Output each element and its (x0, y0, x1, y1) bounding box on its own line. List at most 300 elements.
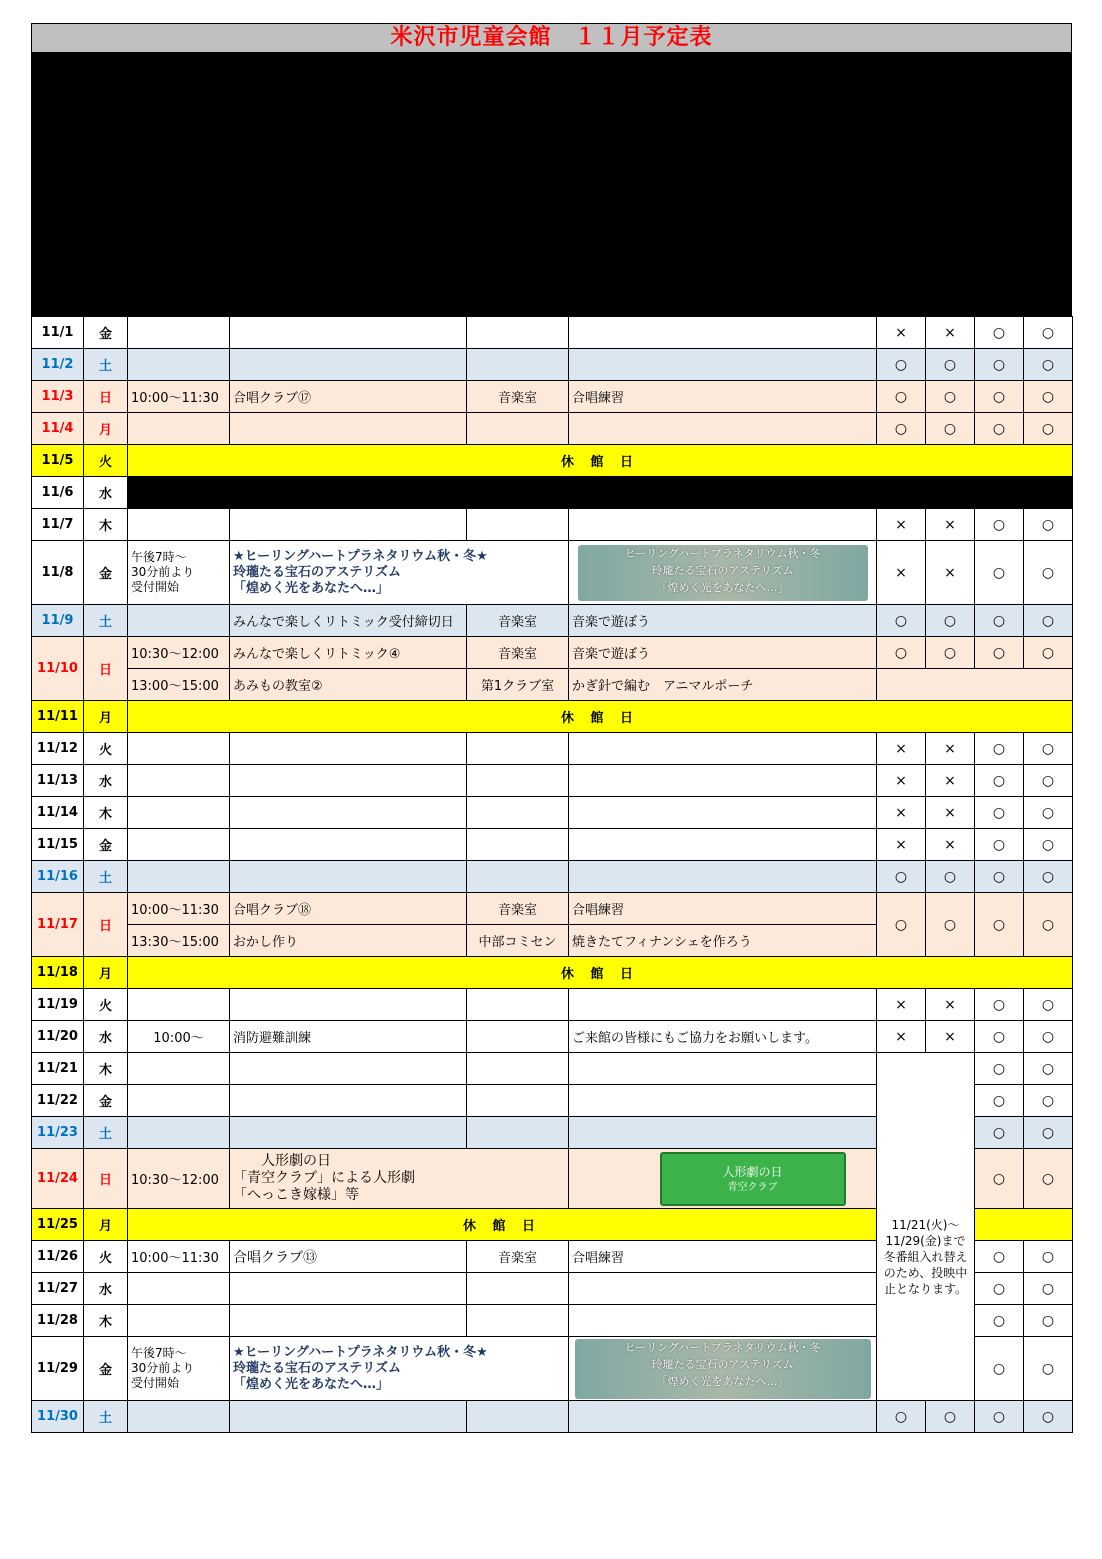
mark-cell: × (926, 509, 975, 541)
event-title: ★ヒーリングハートプラネタリウム秋・冬★ (233, 548, 488, 564)
mark-cell: ○ (1024, 1273, 1073, 1305)
time-cell (128, 765, 230, 797)
event-cell (230, 1305, 467, 1337)
content-cell (569, 349, 877, 381)
place-cell: 音楽室 (467, 1241, 569, 1273)
weekday-cell: 火 (84, 1241, 128, 1273)
weekday-cell: 土 (84, 861, 128, 893)
weekday-cell: 日 (84, 1149, 128, 1209)
weekday-cell: 金 (84, 1337, 128, 1401)
mark-cell: ○ (975, 1053, 1024, 1085)
mark-cell: ○ (877, 605, 926, 637)
mark-cell: ○ (1024, 1021, 1073, 1053)
mark-cell: × (877, 541, 926, 605)
time-cell: 13:30～15:00 (128, 925, 230, 957)
banner-text: 玲瓏たる宝石のアステリズム (651, 563, 794, 577)
mark-cell: ○ (926, 893, 975, 957)
event-cell (230, 989, 467, 1021)
time-cell (128, 989, 230, 1021)
banner-text: 「煌めく光をあなたへ…」 (656, 1374, 789, 1388)
event-cell (230, 765, 467, 797)
mark-cell: ○ (926, 1401, 975, 1433)
weekday-cell: 土 (84, 349, 128, 381)
table-row (32, 541, 1073, 605)
mark-cell: × (926, 317, 975, 349)
weekday-cell: 火 (84, 989, 128, 1021)
place-cell (467, 1273, 569, 1305)
date-cell: 11/8 (32, 541, 84, 605)
date-cell: 11/18 (32, 957, 84, 989)
place-cell (467, 509, 569, 541)
mark-cell: ○ (1024, 989, 1073, 1021)
weekday-cell: 月 (84, 1209, 128, 1241)
date-cell: 11/24 (32, 1149, 84, 1209)
closed-day-label: 休 館 日 (128, 1209, 877, 1241)
table-row (32, 989, 1073, 1021)
mark-cell: ○ (1024, 349, 1073, 381)
mark-cell: ○ (1024, 1337, 1073, 1401)
date-cell: 11/28 (32, 1305, 84, 1337)
content-cell: 合唱練習 (569, 893, 877, 925)
mark-cell: × (877, 797, 926, 829)
content-cell (569, 509, 877, 541)
redacted-area (31, 53, 1072, 316)
mark-cell: × (877, 509, 926, 541)
date-cell: 11/10 (32, 637, 84, 701)
date-cell: 11/16 (32, 861, 84, 893)
mark-cell: ○ (926, 349, 975, 381)
weekday-cell: 木 (84, 1305, 128, 1337)
mark-cell: ○ (1024, 733, 1073, 765)
event-tagline: 「へっこき嫁様」等 (233, 1187, 359, 1203)
mark-cell: ○ (926, 861, 975, 893)
mark-cell: ○ (975, 989, 1024, 1021)
mark-cell: ○ (877, 381, 926, 413)
time-cell: 10:30～12:00 (128, 637, 230, 669)
weekday-cell: 水 (84, 765, 128, 797)
date-cell: 11/22 (32, 1085, 84, 1117)
time-cell (128, 1273, 230, 1305)
table-row (32, 765, 1073, 797)
mark-cell: ○ (1024, 541, 1073, 605)
weekday-cell: 土 (84, 1401, 128, 1433)
content-cell: 音楽で遊ぼう (569, 637, 877, 669)
schedule-sheet (31, 23, 1072, 1433)
weekday-cell: 火 (84, 445, 128, 477)
mark-cell: ○ (1024, 1117, 1073, 1149)
event-cell (230, 509, 467, 541)
event-title: 人形劇の日 (261, 1153, 331, 1169)
event-cell (230, 1273, 467, 1305)
table-row (32, 317, 1073, 349)
event-cell: 合唱クラブ⑬ (230, 1241, 467, 1273)
table-row (32, 605, 1073, 637)
content-cell (569, 1085, 877, 1117)
time-cell (128, 829, 230, 861)
mark-cell: ○ (877, 413, 926, 445)
mark-cell: ○ (975, 893, 1024, 957)
time-cell: 10:00～11:30 (128, 381, 230, 413)
mark-cell: ○ (975, 349, 1024, 381)
place-cell: 中部コミセン (467, 925, 569, 957)
mark-cell: × (877, 733, 926, 765)
weekday-cell: 日 (84, 637, 128, 701)
mark-cell: × (877, 989, 926, 1021)
content-cell (569, 1305, 877, 1337)
place-cell (467, 733, 569, 765)
mark-cell: ○ (975, 1305, 1024, 1337)
weekday-cell: 日 (84, 381, 128, 413)
mark-cell: × (926, 829, 975, 861)
content-cell (569, 1053, 877, 1085)
closed-day-label: 休 館 日 (128, 957, 1073, 989)
place-cell (467, 1053, 569, 1085)
mark-cell: × (877, 765, 926, 797)
mark-cell: ○ (926, 605, 975, 637)
date-cell: 11/29 (32, 1337, 84, 1401)
mark-cell: ○ (1024, 317, 1073, 349)
mark-cell: ○ (975, 381, 1024, 413)
date-cell: 11/2 (32, 349, 84, 381)
schedule-table (31, 316, 1073, 1433)
weekday-cell: 金 (84, 541, 128, 605)
mark-cell: ○ (1024, 637, 1073, 669)
date-cell: 11/5 (32, 445, 84, 477)
mark-cell: ○ (1024, 765, 1073, 797)
mark-cell: ○ (926, 413, 975, 445)
content-cell (569, 861, 877, 893)
event-cell: おかし作り (230, 925, 467, 957)
place-cell: 第1クラブ室 (467, 669, 569, 701)
content-cell (569, 413, 877, 445)
time-cell (128, 413, 230, 445)
weekday-cell: 月 (84, 701, 128, 733)
date-cell: 11/7 (32, 509, 84, 541)
mark-cell: × (926, 541, 975, 605)
redacted-cell (128, 477, 1073, 509)
mark-cell: × (926, 797, 975, 829)
place-cell (467, 989, 569, 1021)
event-title: ★ヒーリングハートプラネタリウム秋・冬★ (233, 1344, 488, 1360)
date-cell: 11/12 (32, 733, 84, 765)
closed-mark-cell (975, 1209, 1073, 1241)
place-cell (467, 765, 569, 797)
mark-cell: ○ (975, 509, 1024, 541)
mark-cell: ○ (926, 637, 975, 669)
weekday-cell: 土 (84, 605, 128, 637)
place-cell: 音楽室 (467, 893, 569, 925)
event-cell (230, 829, 467, 861)
event-cell (230, 1337, 569, 1401)
mark-cell: ○ (926, 381, 975, 413)
mark-cell: ○ (1024, 381, 1073, 413)
mark-cell: ○ (975, 605, 1024, 637)
place-cell: 音楽室 (467, 637, 569, 669)
content-cell (569, 733, 877, 765)
table-row-closed (32, 701, 1073, 733)
table-row (32, 829, 1073, 861)
place-cell (467, 1117, 569, 1149)
weekday-cell: 木 (84, 1053, 128, 1085)
content-cell (569, 797, 877, 829)
date-cell: 11/11 (32, 701, 84, 733)
event-cell (230, 317, 467, 349)
time-cell: 10:00～11:30 (128, 893, 230, 925)
table-row (32, 413, 1073, 445)
mark-cell: ○ (975, 797, 1024, 829)
mark-cell: × (877, 829, 926, 861)
suspension-note: 11/21(火)～11/29(金)まで冬番組入れ替えのため、投映中止となります。 (877, 1053, 975, 1401)
mark-cell: ○ (1024, 1085, 1073, 1117)
date-cell: 11/20 (32, 1021, 84, 1053)
place-cell (467, 349, 569, 381)
mark-cell: ○ (975, 317, 1024, 349)
event-cell (230, 1149, 569, 1209)
mark-cell: ○ (1024, 1401, 1073, 1433)
time-cell (128, 317, 230, 349)
date-cell: 11/1 (32, 317, 84, 349)
place-cell (467, 1085, 569, 1117)
mark-cell: ○ (975, 1241, 1024, 1273)
mark-cell-empty (877, 669, 1073, 701)
time-cell (128, 1085, 230, 1117)
mark-cell: ○ (975, 765, 1024, 797)
mark-cell: ○ (975, 733, 1024, 765)
date-cell: 11/30 (32, 1401, 84, 1433)
event-cell (230, 733, 467, 765)
weekday-cell: 水 (84, 477, 128, 509)
mark-cell: ○ (877, 861, 926, 893)
time-cell: 午後7時～ 30分前より 受付開始 (128, 541, 230, 605)
table-row (32, 509, 1073, 541)
banner-text: 玲瓏たる宝石のアステリズム (651, 1357, 794, 1371)
planetarium-banner (578, 545, 868, 601)
event-cell: 合唱クラブ⑱ (230, 893, 467, 925)
mark-cell: ○ (1024, 861, 1073, 893)
weekday-cell: 木 (84, 509, 128, 541)
mark-cell: ○ (975, 1149, 1024, 1209)
event-tagline: 「煌めく光をあなたへ…」 (233, 580, 390, 596)
event-cell (230, 413, 467, 445)
mark-cell: ○ (975, 1273, 1024, 1305)
event-cell: 合唱クラブ⑰ (230, 381, 467, 413)
content-cell (569, 1117, 877, 1149)
table-row (32, 637, 1073, 669)
date-cell: 11/3 (32, 381, 84, 413)
mark-cell: ○ (975, 829, 1024, 861)
mark-cell: ○ (975, 1021, 1024, 1053)
date-cell: 11/6 (32, 477, 84, 509)
table-row (32, 733, 1073, 765)
time-cell: 10:00～ (128, 1021, 230, 1053)
event-cell (230, 541, 569, 605)
date-cell: 11/21 (32, 1053, 84, 1085)
mark-cell: × (926, 765, 975, 797)
event-cell: みんなで楽しくリトミック受付締切日 (230, 605, 467, 637)
time-cell (128, 797, 230, 829)
content-cell (569, 317, 877, 349)
time-cell (128, 1401, 230, 1433)
time-cell: 10:30～12:00 (128, 1149, 230, 1209)
puppet-show-banner (660, 1152, 846, 1206)
event-tagline: 「煌めく光をあなたへ…」 (233, 1376, 390, 1392)
content-cell (569, 541, 877, 605)
place-cell: 音楽室 (467, 605, 569, 637)
mark-cell: ○ (1024, 1241, 1073, 1273)
place-cell (467, 317, 569, 349)
mark-cell: ○ (1024, 605, 1073, 637)
table-row (32, 349, 1073, 381)
date-cell: 11/23 (32, 1117, 84, 1149)
weekday-cell: 日 (84, 893, 128, 957)
mark-cell: × (926, 1021, 975, 1053)
weekday-cell: 土 (84, 1117, 128, 1149)
table-row (32, 1021, 1073, 1053)
table-row (32, 381, 1073, 413)
mark-cell: ○ (877, 637, 926, 669)
mark-cell: ○ (975, 1337, 1024, 1401)
date-cell: 11/25 (32, 1209, 84, 1241)
mark-cell: ○ (1024, 413, 1073, 445)
weekday-cell: 火 (84, 733, 128, 765)
event-subtitle: 「青空クラブ」による人形劇 (233, 1170, 415, 1186)
mark-cell: × (877, 1021, 926, 1053)
table-row (32, 1053, 1073, 1085)
content-cell: 焼きたてフィナンシェを作ろう (569, 925, 877, 957)
mark-cell: ○ (877, 1401, 926, 1433)
date-cell: 11/13 (32, 765, 84, 797)
place-cell (467, 861, 569, 893)
time-cell (128, 1305, 230, 1337)
table-row (32, 893, 1073, 925)
mark-cell: ○ (1024, 797, 1073, 829)
weekday-cell: 金 (84, 317, 128, 349)
event-subtitle: 玲瓏たる宝石のアステリズム (233, 1360, 401, 1376)
mark-cell: ○ (975, 1401, 1024, 1433)
event-subtitle: 玲瓏たる宝石のアステリズム (233, 564, 401, 580)
place-cell (467, 1401, 569, 1433)
weekday-cell: 金 (84, 1085, 128, 1117)
mark-cell: ○ (1024, 1305, 1073, 1337)
mark-cell: ○ (1024, 509, 1073, 541)
event-cell (230, 1085, 467, 1117)
mark-cell: ○ (975, 1117, 1024, 1149)
place-cell (467, 1021, 569, 1053)
event-cell: みんなで楽しくリトミック④ (230, 637, 467, 669)
content-cell (569, 829, 877, 861)
mark-cell: × (877, 317, 926, 349)
time-cell (128, 733, 230, 765)
mark-cell: ○ (975, 541, 1024, 605)
planetarium-banner (575, 1339, 871, 1399)
mark-cell: ○ (975, 413, 1024, 445)
content-cell (569, 765, 877, 797)
banner-text: 青空クラブ (727, 1181, 778, 1193)
content-cell: 合唱練習 (569, 381, 877, 413)
weekday-cell: 金 (84, 829, 128, 861)
date-cell: 11/27 (32, 1273, 84, 1305)
date-cell: 11/19 (32, 989, 84, 1021)
weekday-cell: 木 (84, 797, 128, 829)
mark-cell: ○ (975, 1085, 1024, 1117)
date-cell: 11/17 (32, 893, 84, 957)
time-cell (128, 1053, 230, 1085)
event-cell (230, 1117, 467, 1149)
mark-cell: ○ (975, 637, 1024, 669)
mark-cell: × (926, 989, 975, 1021)
mark-cell: ○ (877, 349, 926, 381)
table-row-closed (32, 445, 1073, 477)
mark-cell: ○ (1024, 893, 1073, 957)
event-cell (230, 861, 467, 893)
mark-cell: ○ (877, 893, 926, 957)
page-title: 米沢市児童会館 １１月予定表 (31, 23, 1072, 53)
content-cell: ご来館の皆様にもご協力をお願いします。 (569, 1021, 877, 1053)
time-cell (128, 605, 230, 637)
date-cell: 11/9 (32, 605, 84, 637)
event-cell (230, 1401, 467, 1433)
time-cell (128, 509, 230, 541)
weekday-cell: 月 (84, 957, 128, 989)
closed-day-label: 休 館 日 (128, 445, 1073, 477)
banner-text: ヒーリングハートプラネタリウム秋・冬 (624, 1340, 821, 1354)
weekday-cell: 水 (84, 1273, 128, 1305)
table-row (32, 797, 1073, 829)
closed-day-label: 休 館 日 (128, 701, 1073, 733)
date-cell: 11/14 (32, 797, 84, 829)
time-cell: 10:00～11:30 (128, 1241, 230, 1273)
banner-text: 人形劇の日 (722, 1164, 783, 1179)
time-cell (128, 1117, 230, 1149)
mark-cell: ○ (1024, 829, 1073, 861)
content-cell (569, 1273, 877, 1305)
mark-cell: ○ (975, 861, 1024, 893)
table-row (32, 669, 1073, 701)
banner-text: 「煌めく光をあなたへ…」 (656, 580, 789, 594)
place-cell (467, 829, 569, 861)
place-cell (467, 797, 569, 829)
event-cell (230, 1053, 467, 1085)
content-cell (569, 1337, 877, 1401)
content-cell (569, 1401, 877, 1433)
content-cell: かぎ針で編む アニマルポーチ (569, 669, 877, 701)
content-cell: 音楽で遊ぼう (569, 605, 877, 637)
time-cell: 午後7時～ 30分前より 受付開始 (128, 1337, 230, 1401)
place-cell: 音楽室 (467, 381, 569, 413)
time-cell (128, 349, 230, 381)
date-cell: 11/4 (32, 413, 84, 445)
event-cell: あみもの教室② (230, 669, 467, 701)
table-row (32, 477, 1073, 509)
place-cell (467, 1305, 569, 1337)
place-cell (467, 413, 569, 445)
content-cell: 合唱練習 (569, 1241, 877, 1273)
time-cell (128, 861, 230, 893)
mark-cell: ○ (1024, 1053, 1073, 1085)
date-cell: 11/26 (32, 1241, 84, 1273)
content-cell (569, 1149, 877, 1209)
event-cell (230, 349, 467, 381)
weekday-cell: 水 (84, 1021, 128, 1053)
content-cell (569, 989, 877, 1021)
date-cell: 11/15 (32, 829, 84, 861)
time-cell: 13:00～15:00 (128, 669, 230, 701)
mark-cell: × (926, 733, 975, 765)
event-cell: 消防避難訓練 (230, 1021, 467, 1053)
mark-cell: ○ (1024, 1149, 1073, 1209)
weekday-cell: 月 (84, 413, 128, 445)
table-row (32, 861, 1073, 893)
